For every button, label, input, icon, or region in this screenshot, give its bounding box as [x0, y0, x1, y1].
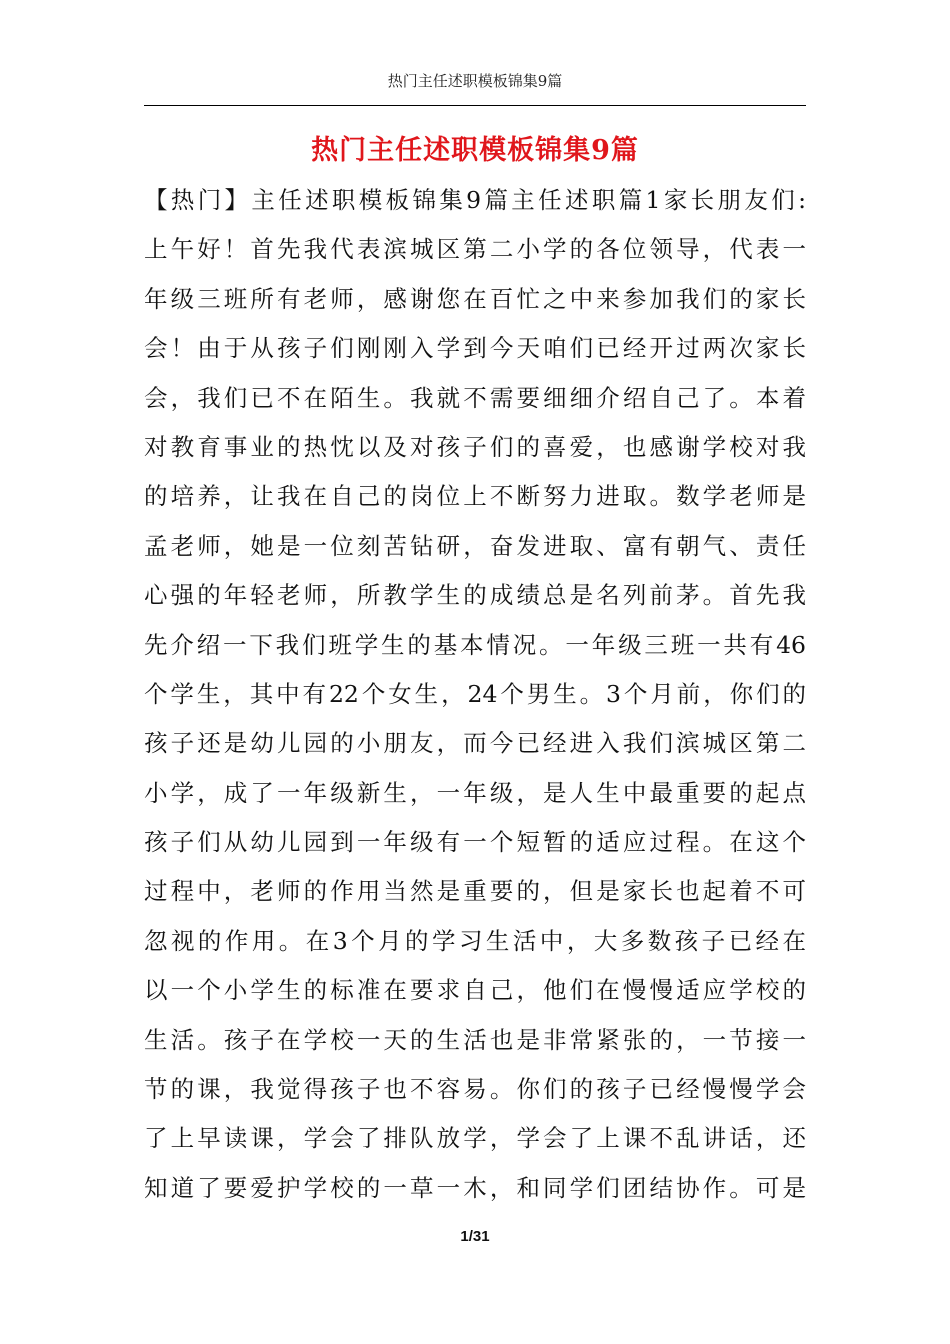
body-line: 个学生，其中有22个女生，24个男生。3个月前，你们的	[144, 679, 806, 708]
header-divider	[144, 105, 806, 106]
page-number: 1/31	[460, 1228, 490, 1245]
body-line: 孩子还是幼儿园的小朋友，而今已经进入我们滨城区第二	[144, 729, 806, 758]
body-line: 孩子们从幼儿园到一年级有一个短暂的适应过程。在这个	[144, 828, 806, 857]
body-line: 会，我们已不在陌生。我就不需要细细介绍自己了。本着	[144, 383, 806, 412]
body-line: 生活。孩子在学校一天的生活也是非常紧张的，一节接一	[144, 1025, 806, 1054]
body-line: 心强的年轻老师，所教学生的成绩总是名列前茅。首先我	[144, 581, 806, 610]
body-line: 了上早读课，学会了排队放学，学会了上课不乱讲话，还	[144, 1124, 806, 1153]
body-line: 孟老师，她是一位刻苦钻研，奋发进取、富有朝气、责任	[144, 531, 806, 560]
body-line: 以一个小学生的标准在要求自己，他们在慢慢适应学校的	[144, 976, 806, 1005]
body-line: 知道了要爱护学校的一草一木，和同学们团结协作。可是	[144, 1173, 806, 1202]
body-line: 对教育事业的热忱以及对孩子们的喜爱，也感谢学校对我	[144, 432, 806, 461]
body-line: 节的课，我觉得孩子也不容易。你们的孩子已经慢慢学会	[144, 1075, 806, 1104]
body-line: 会！由于从孩子们刚刚入学到今天咱们已经开过两次家长	[144, 334, 806, 363]
body-line: 上午好！首先我代表滨城区第二小学的各位领导，代表一	[144, 235, 806, 264]
body-line: 小学，成了一年级新生，一年级，是人生中最重要的起点	[144, 778, 806, 807]
body-line: 过程中，老师的作用当然是重要的，但是家长也起着不可	[144, 877, 806, 906]
body-line: 的培养，让我在自己的岗位上不断努力进取。数学老师是	[144, 482, 806, 511]
document-title: 热门主任述职模板锦集9篇	[311, 135, 639, 166]
body-line: 【热门】主任述职模板锦集9篇主任述职篇1家长朋友们:	[144, 186, 806, 214]
body-line: 先介绍一下我们班学生的基本情况。一年级三班一共有46	[144, 630, 806, 659]
body-text	[144, 176, 806, 1213]
body-line: 忽视的作用。在3个月的学习生活中，大多数孩子已经在	[144, 926, 806, 955]
running-header: 热门主任述职模板锦集9篇	[387, 72, 563, 90]
body-line: 年级三班所有老师，感谢您在百忙之中来参加我们的家长	[144, 284, 806, 313]
